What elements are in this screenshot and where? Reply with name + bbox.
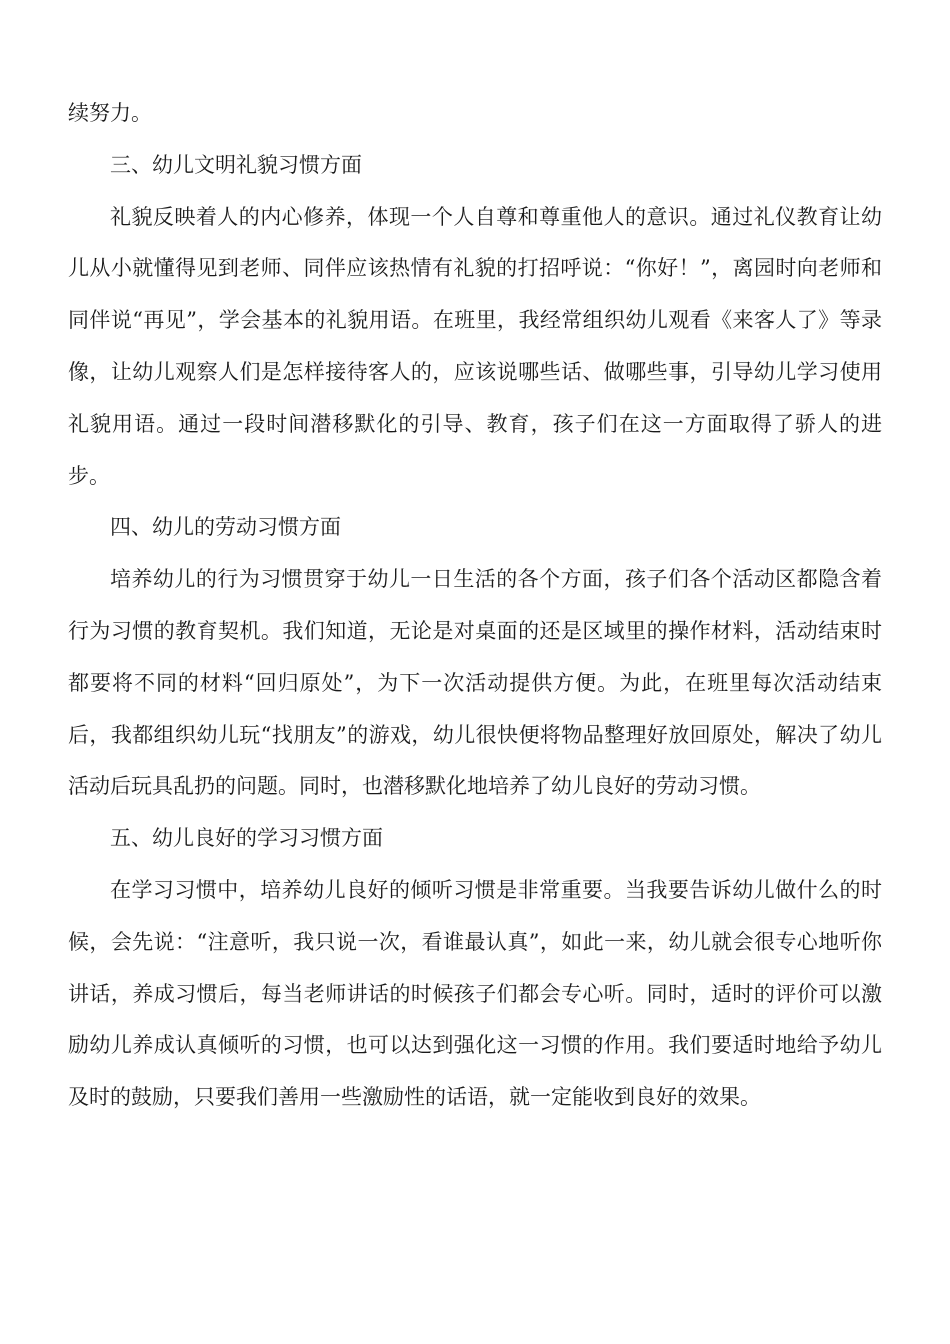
paragraph-labor: 培养幼儿的行为习惯贯穿于幼儿一日生活的各个方面，孩子们各个活动区都隐含着行为习惯的教育契机。我们知道，无论是对桌面的还是区域里的操作材料，活动结束时都要将不同的材料“回归原处”，为下一次活动提供方便。为此，在班里每次活动结束后，我都组织幼儿玩“找朋友”的游戏，幼儿很快便将物品整理好放回原处，解决了幼儿活动后玩具乱扔的问题。同时，也潜移默化地培养了幼儿良好的劳动习惯。 <box>68 567 882 799</box>
paragraph-continued: 续努力。 <box>68 101 152 125</box>
paragraph-learning: 在学习习惯中，培养幼儿良好的倾听习惯是非常重要。当我要告诉幼儿做什么的时候，会先说：“注意听，我只说一次，看谁最认真”，如此一来，幼儿就会很专心地听你讲话，养成习惯后，每当老师讲话的时候孩子们都会专心听。同时，适时的评价可以激励幼儿养成认真倾听的习惯，也可以达到强化这一习惯的作用。我们要适时地给予幼儿及时的鼓励，只要我们善用一些激励性的话语，就一定能收到良好的效果。 <box>68 877 882 1110</box>
section-heading-3: 三、幼儿文明礼貌习惯方面 <box>110 152 362 177</box>
document-body <box>68 88 882 1124</box>
section-heading-4: 四、幼儿的劳动习惯方面 <box>110 515 341 540</box>
paragraph-courtesy: 礼貌反映着人的内心修养，体现一个人自尊和尊重他人的意识。通过礼仪教育让幼儿从小就懂得见到老师、同伴应该热情有礼貌的打招呼说：“你好！”，离园时向老师和同伴说“再见”，学会基本的礼貌用语。在班里，我经常组织幼儿观看《来客人了》等录像，让幼儿观察人们是怎样接待客人的，应该说哪些话、做哪些事，引导幼儿学习使用礼貌用语。通过一段时间潜移默化的引导、教育，孩子们在这一方面取得了骄人的进步。 <box>68 204 882 488</box>
section-heading-5: 五、幼儿良好的学习习惯方面 <box>110 826 383 851</box>
